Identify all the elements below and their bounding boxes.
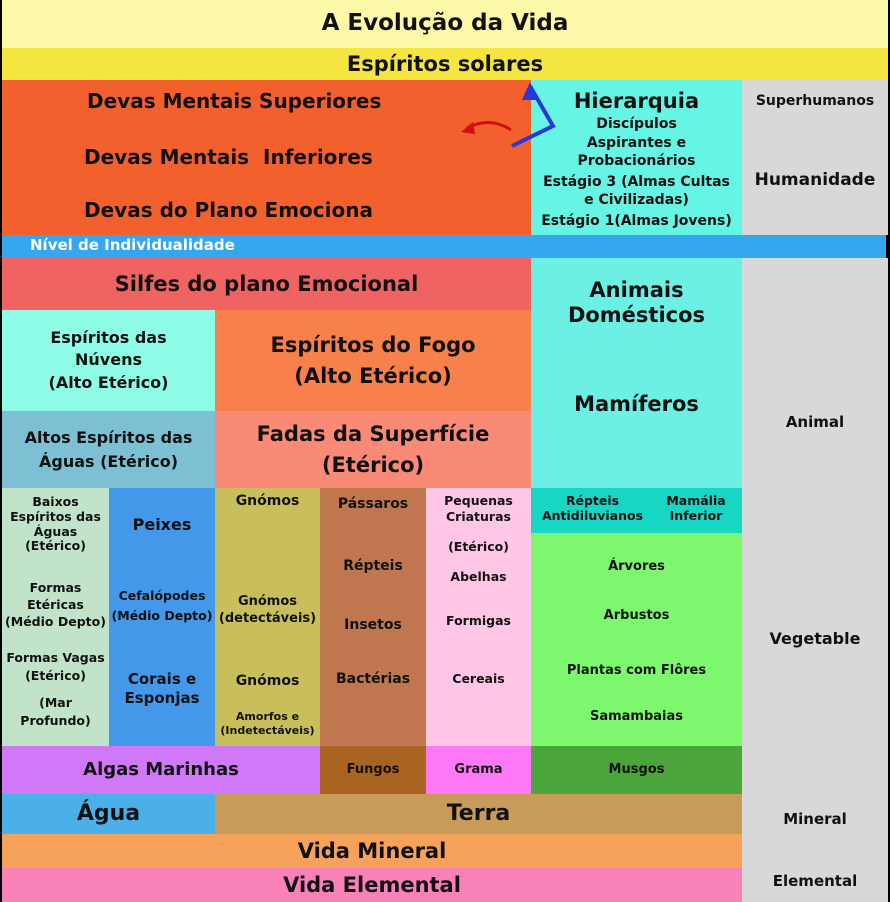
col1-formas-vagas: Formas Vagas (Etérico)	[6, 650, 105, 684]
terra-cell	[215, 794, 742, 834]
nuvens-cell	[2, 310, 215, 411]
hierarquia-estagio3: Estágio 3 (Almas Cultas e Civilizadas)	[543, 174, 730, 208]
side-superhumanos: Superhumanos	[755, 93, 875, 109]
side-column-lower	[742, 258, 888, 902]
page-title	[2, 0, 888, 48]
side-column-upper	[742, 80, 888, 235]
col4-bacterias: Bactérias	[335, 671, 411, 687]
individualidade-label: Nível de Individualidade	[30, 236, 235, 254]
col3-gnomos-2: Gnómos (detectáveis)	[218, 594, 317, 626]
algas-label: Algas Marinhas	[83, 759, 239, 781]
col6-arvores: Árvores	[608, 559, 665, 574]
side-humanidade: Humanidade	[754, 170, 876, 190]
hierarquia-title: Hierarquia	[573, 89, 700, 113]
fungos-cell	[320, 746, 426, 794]
col6-samambaias: Samambaias	[589, 709, 684, 724]
vida-mineral-label: Vida Mineral	[297, 838, 447, 863]
col3-gnomos	[215, 488, 320, 746]
side-elemental: Elemental	[772, 872, 858, 890]
grama-cell	[426, 746, 531, 794]
side-vegetable: Vegetable	[769, 629, 861, 648]
animais-mamiferos: Mamíferos	[574, 392, 699, 416]
devas-block	[2, 80, 531, 235]
col1-mar-profundo: (Mar Profundo)	[20, 695, 91, 728]
vida-elemental-label: Vida Elemental	[283, 872, 461, 897]
col5-abelhas: Abelhas	[450, 569, 507, 584]
fungos-label: Fungos	[346, 762, 400, 778]
title-text: A Evolução da Vida	[321, 10, 569, 37]
col4-passaros	[320, 488, 426, 746]
fogo-cell	[215, 310, 531, 411]
agua-label: Água	[76, 801, 141, 827]
col5-pequenas-criaturas	[426, 488, 531, 746]
algas-cell	[2, 746, 320, 794]
hierarquia-block	[531, 80, 742, 235]
terra-label: Terra	[446, 801, 511, 827]
col5-pequenas: Pequenas Criaturas	[444, 493, 513, 525]
devas-inferiores: Devas Mentais Inferiores	[84, 145, 373, 169]
individualidade-band	[2, 235, 886, 258]
grama-label: Grama	[454, 762, 503, 778]
col5-eterico: (Etérico)	[448, 539, 509, 554]
arrow-blue-icon	[500, 78, 560, 153]
hierarquia-discipulos: Discípulos	[596, 116, 677, 132]
vida-elemental-band	[2, 868, 742, 902]
musgos-label: Musgos	[608, 762, 665, 778]
col6-plantas-flores: Plantas com Flôres	[566, 663, 707, 678]
col6-arbustos: Arbustos	[603, 608, 670, 623]
col2-peixes	[109, 488, 215, 746]
aguas-cell	[2, 411, 215, 488]
col6-plantas	[531, 533, 742, 746]
col1-baixos-espiritos	[2, 488, 109, 746]
col3-amorfos: Amorfos e (Indetectáveis)	[220, 710, 315, 738]
side-mineral: Mineral	[783, 810, 847, 828]
agua-cell	[2, 794, 215, 834]
devas-emocional: Devas do Plano Emociona	[84, 198, 373, 222]
col4-insetos: Insetos	[344, 617, 402, 633]
nuvens-label: Espíritos das Núvens (Alto Etérico)	[48, 327, 169, 392]
col2-corais: Corais e Esponjas	[124, 670, 200, 707]
col2-peixes-label: Peixes	[132, 515, 192, 534]
col3-gnomos-1: Gnómos	[235, 493, 300, 509]
col3-gnomos-3: Gnómos	[235, 673, 300, 689]
silfes-cell	[2, 258, 531, 310]
col5-cereais: Cereais	[452, 671, 505, 686]
devas-superiores: Devas Mentais Superiores	[87, 89, 382, 113]
vida-mineral-band	[2, 834, 742, 868]
col6-repteis-antidiluvianos: Répteis Antidiluvianos	[541, 493, 644, 523]
col2-cefalopodes: Cefalópodes (Médio Depto)	[111, 588, 213, 623]
col4-passaros-label: Pássaros	[337, 496, 409, 512]
fadas-label: Fadas da Superfície (Etérico)	[256, 422, 490, 477]
espiritos-solares-band	[2, 48, 888, 80]
fogo-label: Espíritos do Fogo (Alto Etérico)	[270, 333, 476, 388]
hierarquia-aspirantes: Aspirantes e Probacionários	[577, 135, 696, 169]
col6-repteis-mamalia	[531, 488, 742, 533]
aguas-label: Altos Espíritos das Águas (Etérico)	[24, 428, 193, 471]
hierarquia-estagio1: Estágio 1(Almas Jovens)	[541, 213, 732, 229]
animais-block	[531, 258, 742, 488]
col5-formigas: Formigas	[446, 613, 511, 628]
silfes-label: Silfes do plano Emocional	[114, 271, 419, 296]
fadas-cell	[215, 411, 531, 488]
col1-baixos: Baixos Espíritos das Águas (Etérico)	[10, 494, 101, 554]
col1-formas-etericas: Formas Etéricas (Médio Depto)	[5, 580, 106, 629]
col4-repteis: Répteis	[343, 558, 403, 574]
col6-mamalia-inferior: Mamália Inferior	[666, 493, 726, 523]
side-animal: Animal	[785, 413, 845, 431]
musgos-cell	[531, 746, 742, 794]
espiritos-solares-label: Espíritos solares	[346, 51, 544, 76]
animais-domesticos: Animais Domésticos	[567, 278, 706, 327]
